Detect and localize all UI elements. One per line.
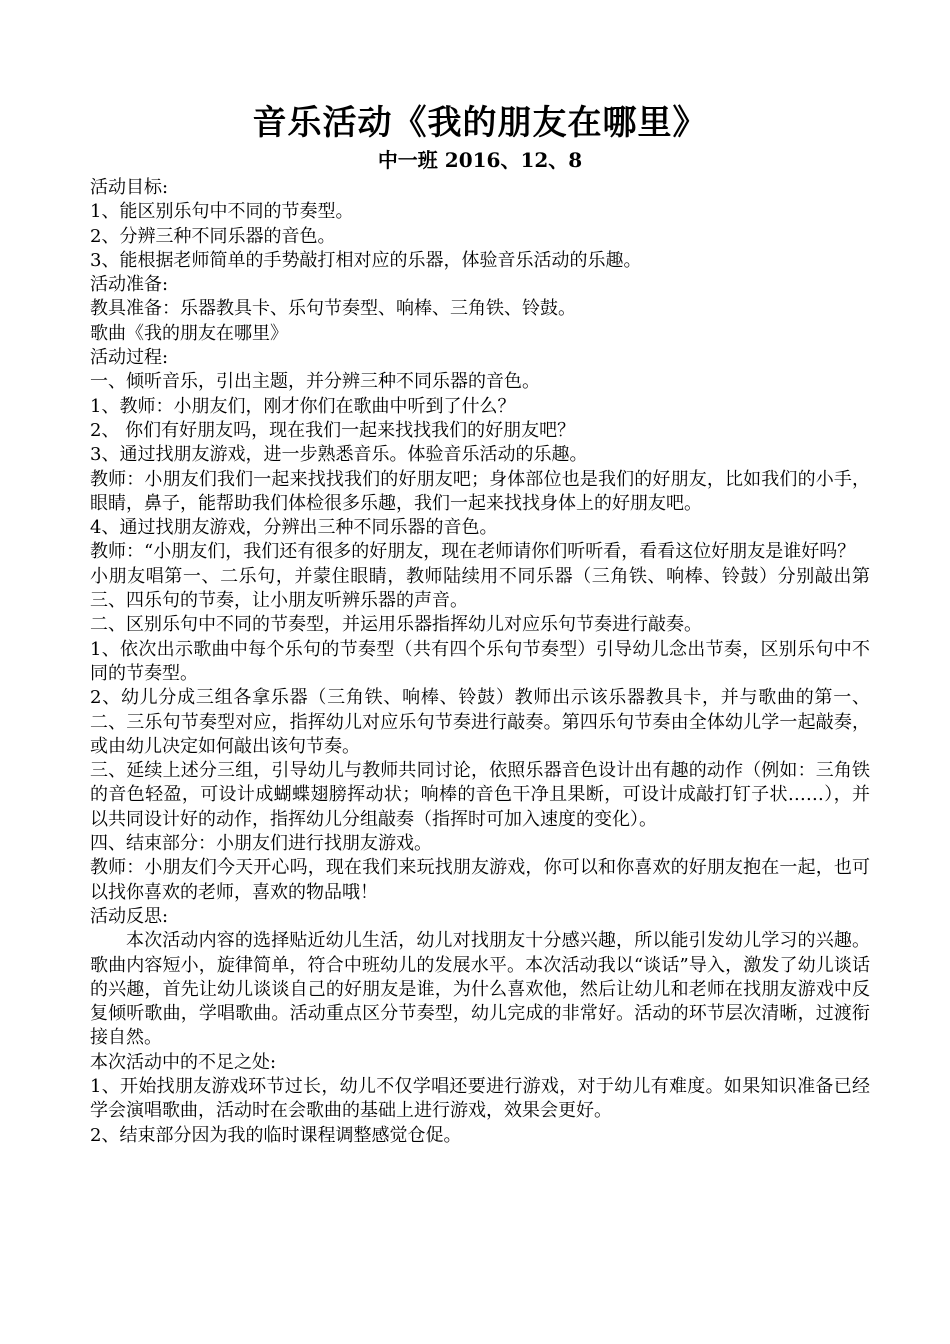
process-paragraph: 小朋友唱第一、二乐句，并蒙住眼睛，教师陆续用不同乐器（三角铁、响棒、铃鼓）分别敲出第三、四乐句的节奏，让小朋友听辨乐器的声音。 <box>90 565 870 612</box>
document-title: 音乐活动《我的朋友在哪里》 <box>252 103 708 143</box>
process-step: 2、 你们有好朋友吗，现在我们一起来找找我们的好朋友吧？ <box>90 419 576 441</box>
process-part-1: 一、倾听音乐，引出主题，并分辨三种不同乐器的音色。 <box>90 371 540 393</box>
preparation-materials: 教具准备：乐器教具卡、乐句节奏型、响棒、三角铁、铃鼓。 <box>90 298 576 320</box>
shortcoming-item: 2、结束部分因为我的临时课程调整感觉仓促。 <box>90 1124 462 1146</box>
shortcomings-heading: 本次活动中的不足之处: <box>90 1051 277 1073</box>
process-paragraph: 教师：小朋友们我们一起来找找我们的好朋友吧；身体部位也是我们的好朋友，比如我们的小手，眼睛，鼻子，能帮助我们体检很多乐趣，我们一起来找找身体上的好朋友吧。 <box>90 468 870 514</box>
process-part-4: 四、结束部分：小朋友们进行找朋友游戏。 <box>90 833 432 855</box>
reflection-paragraph: 本次活动内容的选择贴近幼儿生活，幼儿对找朋友十分感兴趣，所以能引发幼儿学习的兴趣。歌曲内容短小，旋律简单，符合中班幼儿的发展水平。本次活动我以“谈话”导入，激发了幼儿谈话的兴趣，首先让幼儿谈谈自己的好朋友是谁，为什么喜欢他，然后让幼儿和老师在找朋友游戏中反复倾听歌曲，学唱歌曲。活动重点区分节奏型，幼儿完成的非常好。活动的环节层次清晰，过渡衔接自然。 <box>90 930 870 1049</box>
process-paragraph: 2、幼儿分成三组各拿乐器（三角铁、响棒、铃鼓）教师出示该乐器教具卡，并与歌曲的第一、二、三乐句节奏型对应，指挥幼儿对应乐句节奏进行敲奏。第四乐句节奏由全体幼儿学一起敲奏，或由幼儿决定如何敲出该句节奏。 <box>90 687 870 757</box>
shortcoming-item: 1、开始找朋友游戏环节过长，幼儿不仅学唱还要进行游戏，对于幼儿有难度。如果知识准备已经学会演唱歌曲，活动时在会歌曲的基础上进行游戏，效果会更好。 <box>90 1075 870 1122</box>
heading-goals: 活动目标: <box>90 177 169 198</box>
document-subtitle: 中一班 2016、12、8 <box>377 148 583 172</box>
process-part-2: 二、区别乐句中不同的节奏型，并运用乐器指挥幼儿对应乐句节奏进行敲奏。 <box>90 614 702 636</box>
process-paragraph: 教师：“小朋友们，我们还有很多的好朋友，现在老师请你们听听看，看看这位好朋友是谁好吗？ <box>90 541 856 563</box>
preparation-song: 歌曲《我的朋友在哪里》 <box>90 322 288 344</box>
process-step: 4、通过找朋友游戏，分辨出三种不同乐器的音色。 <box>90 517 498 539</box>
process-paragraph: 教师：小朋友们今天开心吗，现在我们来玩找朋友游戏，你可以和你喜欢的好朋友抱在一起，也可以找你喜欢的老师，喜欢的物品哦！ <box>90 857 870 903</box>
goal-1: 1、能区别乐句中不同的节奏型。 <box>90 201 354 223</box>
process-step: 3、通过找朋友游戏，进一步熟悉音乐。体验音乐活动的乐趣。 <box>90 444 588 466</box>
heading-preparation: 活动准备: <box>90 274 169 296</box>
document-page <box>90 100 870 1148</box>
heading-reflection: 活动反思: <box>90 905 169 927</box>
process-step: 1、教师：小朋友们，刚才你们在歌曲中听到了什么？ <box>90 395 516 417</box>
process-paragraph: 1、依次出示歌曲中每个乐句的节奏型（共有四个乐句节奏型）引导幼儿念出节奏，区别乐句中不同的节奏型。 <box>90 638 870 684</box>
process-part-3: 三、延续上述分三组，引导幼儿与教师共同讨论，依照乐器音色设计出有趣的动作（例如：三角铁的音色轻盈，可设计成蝴蝶翅膀挥动状；响棒的音色干净且果断，可设计成敲打钉子状……），并以共同设计好的动作，指挥幼儿分组敲奏（指挥时可加入速度的变化）。 <box>90 760 870 830</box>
heading-process: 活动过程: <box>90 347 169 369</box>
goal-2: 2、分辨三种不同乐器的音色。 <box>90 225 336 247</box>
goal-3: 3、能根据老师简单的手势敲打相对应的乐器，体验音乐活动的乐趣。 <box>90 249 642 271</box>
